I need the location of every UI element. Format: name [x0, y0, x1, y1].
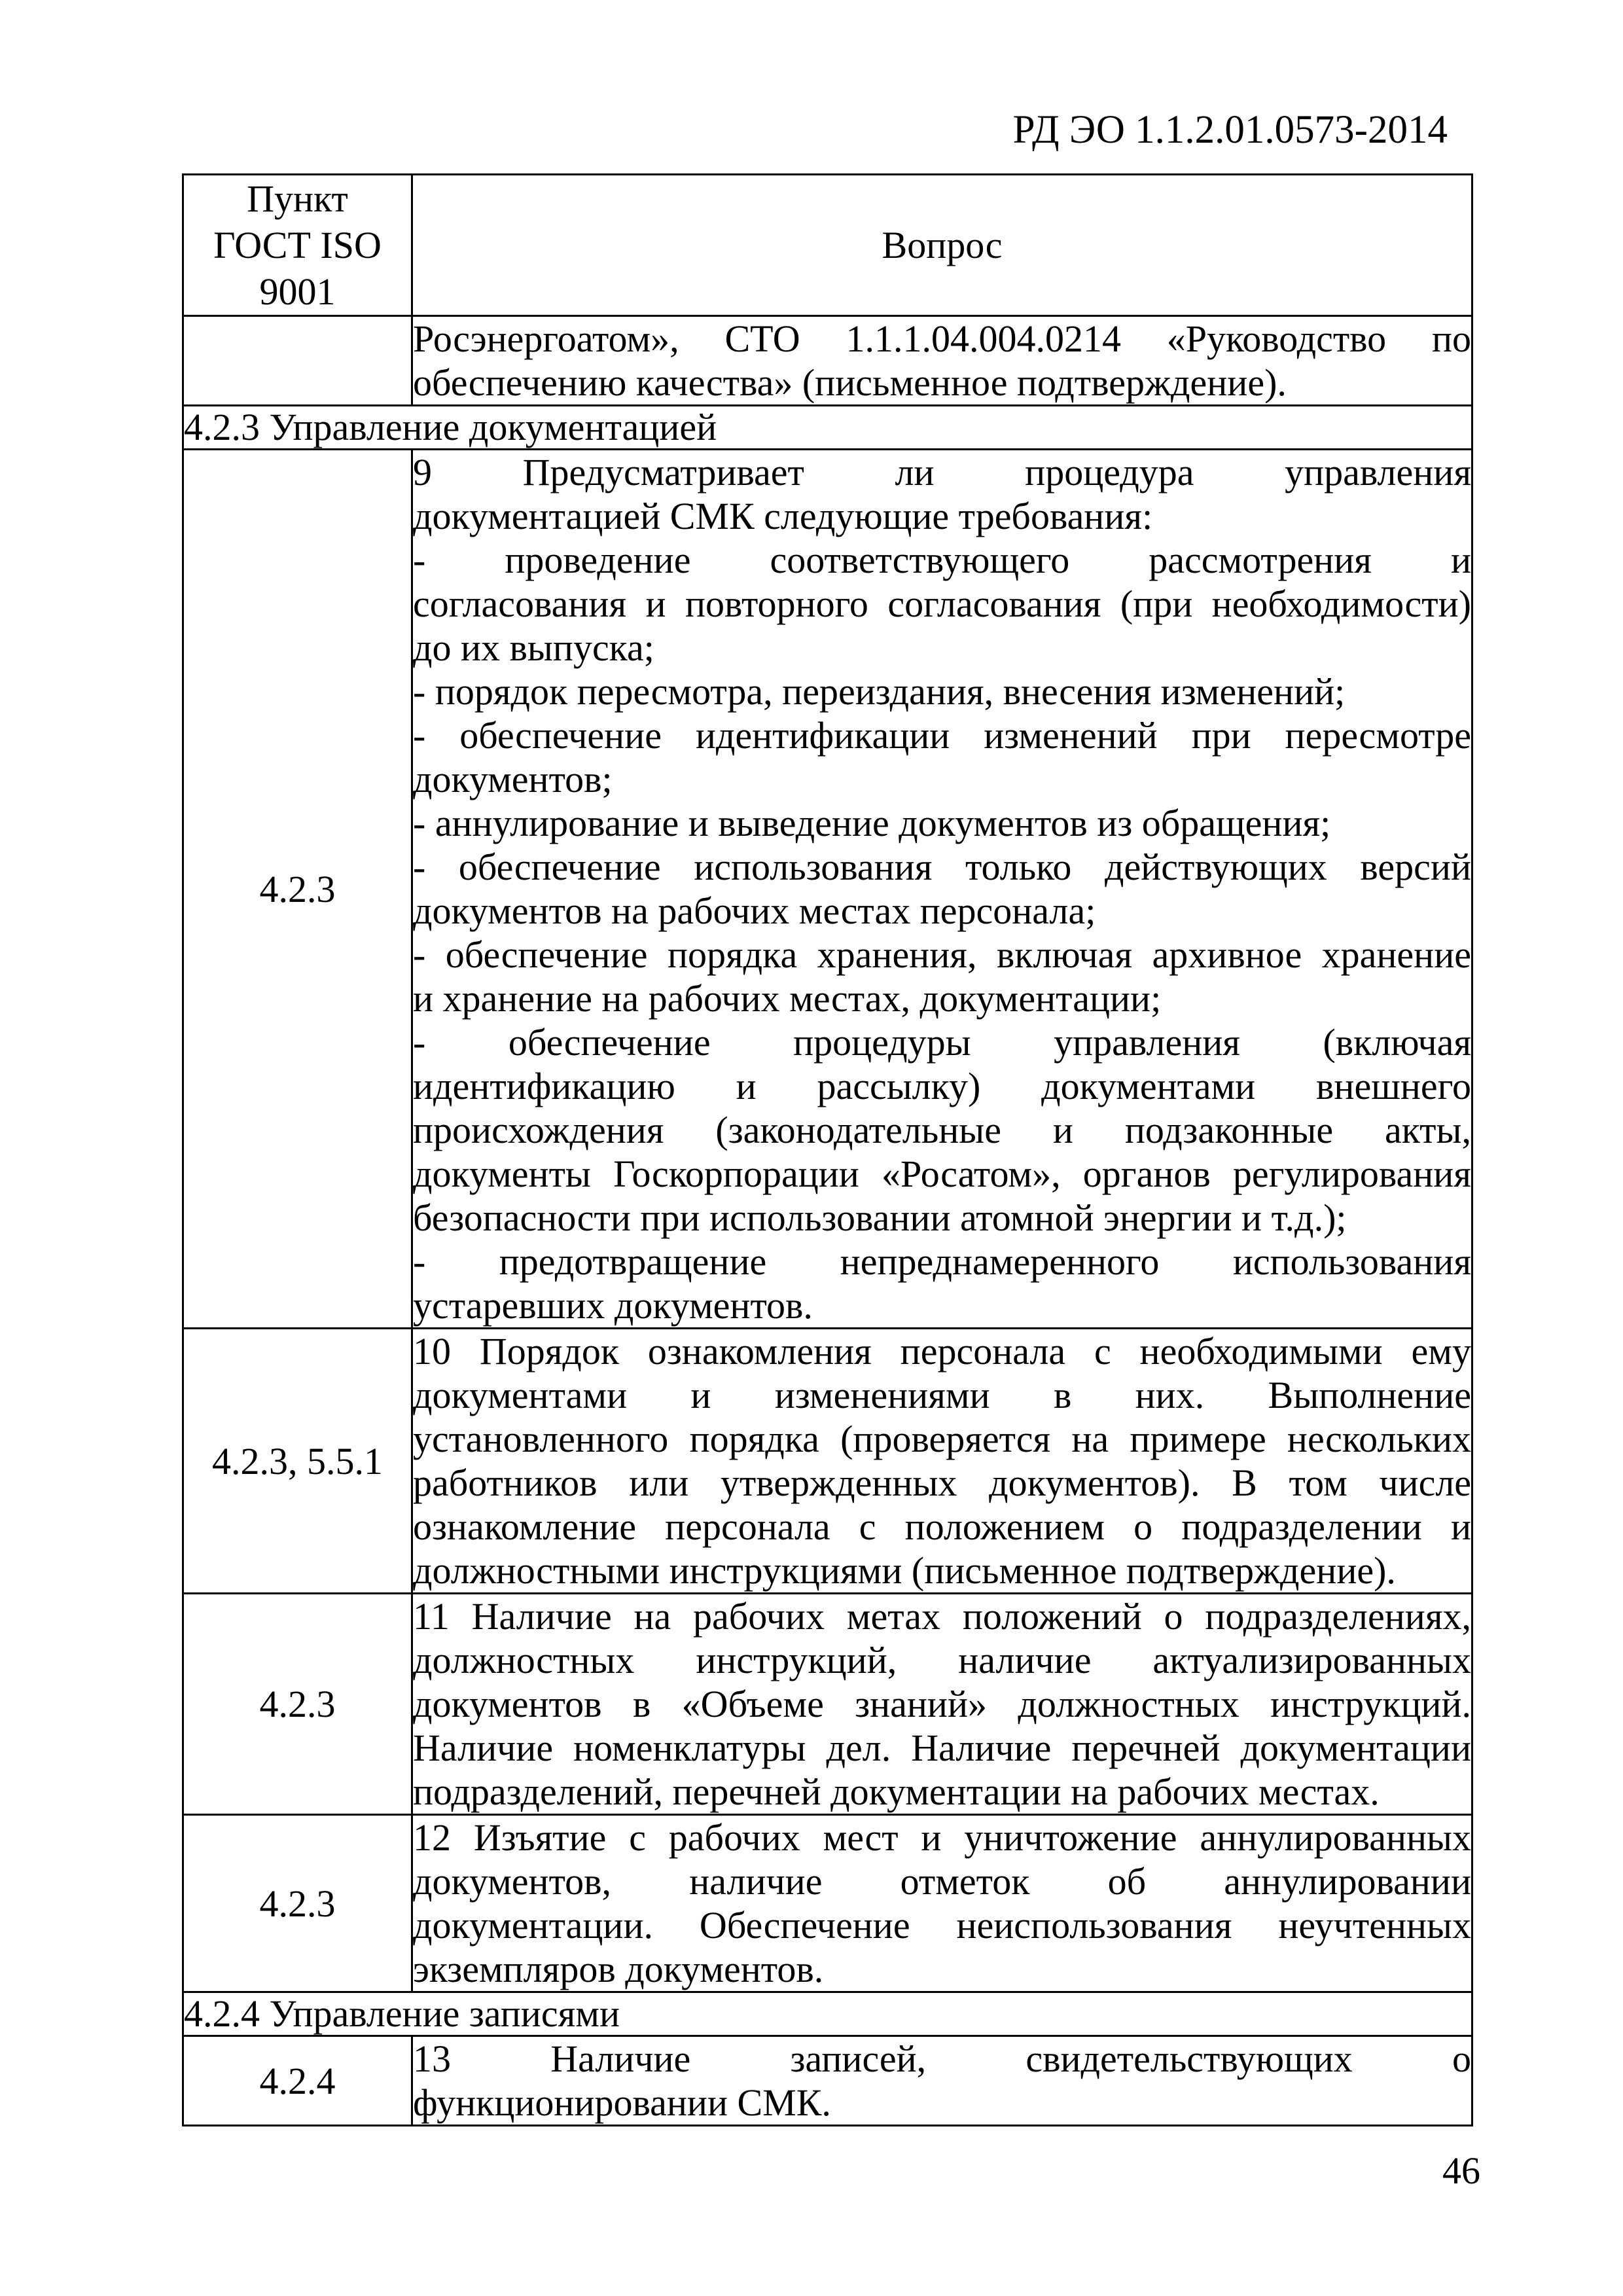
point-cell: 4.2.4 — [183, 2036, 412, 2126]
column-header-question: Вопрос — [412, 175, 1472, 316]
table-row — [183, 1329, 1472, 1594]
section-row — [183, 406, 1472, 450]
page-number: 46 — [1442, 2149, 1480, 2192]
section-row — [183, 1992, 1472, 2036]
audit-question-table — [182, 173, 1473, 2126]
section-title: 4.2.4 Управление записями — [183, 1992, 1472, 2036]
question-cell: 12 Изъятие с рабочих мест и уничтожение аннулированных документов, наличие отметок об аннулировании документации. Обеспечение неиспользования неучтенных экземпляров документов. — [412, 1815, 1472, 1992]
question-cell: 13 Наличие записей, свидетельствующих о функционировании СМК. — [412, 2036, 1472, 2126]
point-cell: 4.2.3 — [183, 1815, 412, 1992]
question-cell: Росэнергоатом», СТО 1.1.1.04.004.0214 «Руководство по обеспечению качества» (письменное подтверждение). — [412, 316, 1472, 406]
section-title: 4.2.3 Управление документацией — [183, 406, 1472, 450]
table-row — [183, 450, 1472, 1329]
question-cell: 11 Наличие на рабочих метах положений о подразделениях, должностных инструкций, наличие актуализированных документов в «Объеме знаний» должностных инструкций. Наличие номенклатуры дел. Наличие перечней документации подразделений, перечней документации на рабочих местах. — [412, 1594, 1472, 1815]
document-code: РД ЭО 1.1.2.01.0573-2014 — [1012, 108, 1448, 152]
question-cell: 10 Порядок ознакомления персонала с необходимыми ему документами и изменениями в них. Выполнение установленного порядка (проверяется на примере нескольких работников или утвержденных документов). В том числе ознакомление персонала с положением о подразделении и должностными инструкциями (письменное подтверждение). — [412, 1329, 1472, 1594]
table-row — [183, 1594, 1472, 1815]
column-header-point: Пункт ГОСТ ISO 9001 — [183, 175, 412, 316]
point-cell — [183, 316, 412, 406]
table-row — [183, 2036, 1472, 2126]
table-row — [183, 1815, 1472, 1992]
point-cell: 4.2.3 — [183, 450, 412, 1329]
table-header-row — [183, 175, 1472, 316]
question-cell: 9 Предусматривает ли процедура управления документацией СМК следующие требования: - проведение соответствующего рассмотрения и согласования и повторного согласования (при необходимости) до их выпуска; - порядок пересмотра, переиздания, внесения изменений; - обеспечение идентификации изменений при пересмотре документов; - аннулирование и выведение документов из обращения; - обеспечение использования только действующих версий документов на рабочих местах персонала; - обеспечение порядка хранения, включая архивное хранение и хранение на рабочих местах, документации; - обеспечение процедуры управления (включая идентификацию и рассылку) документами внешнего происхождения (законодательные и подзаконные акты, документы Госкорпорации «Росатом», органов регулирования безопасности при использовании атомной энергии и т.д.); - предотвращение непреднамеренного использования устаревших документов. — [412, 450, 1472, 1329]
table-row — [183, 316, 1472, 406]
point-cell: 4.2.3 — [183, 1594, 412, 1815]
point-cell: 4.2.3, 5.5.1 — [183, 1329, 412, 1594]
